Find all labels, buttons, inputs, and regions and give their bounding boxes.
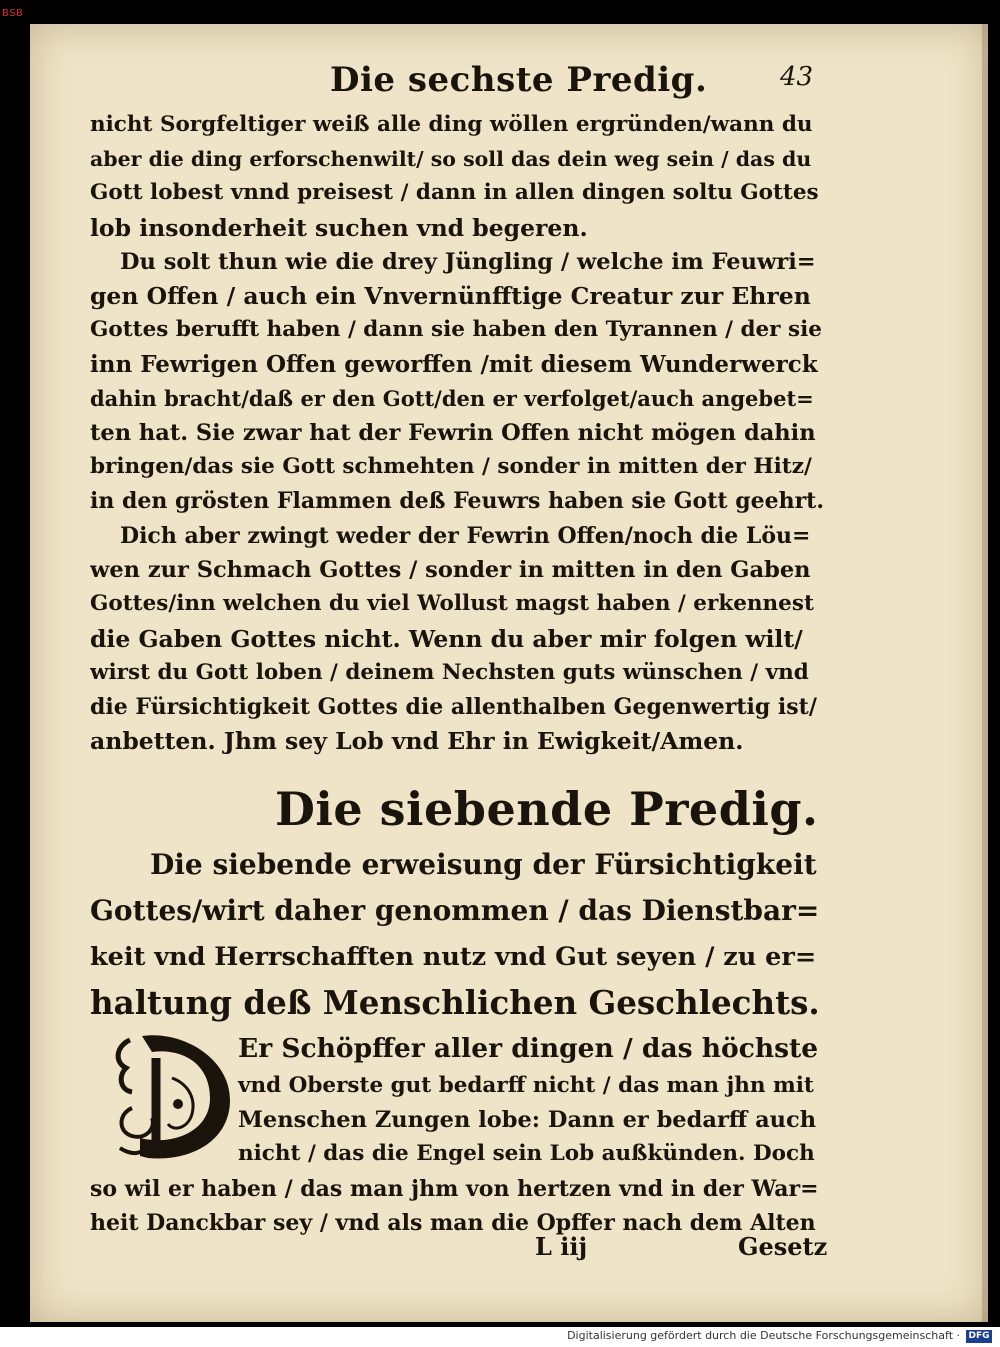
section-heading: Die siebende Predig. bbox=[275, 782, 819, 836]
text-line: gen Offen / auch ein Vnvernünfftige Creatur zur Ehren bbox=[90, 282, 811, 311]
paragraph-1 bbox=[90, 108, 824, 245]
section-summary bbox=[90, 842, 824, 1026]
library-watermark: BSB bbox=[2, 8, 24, 19]
text-line: die Gaben Gottes nicht. Wenn du aber mir folgen wilt/ bbox=[90, 624, 803, 653]
text-line: nicht Sorgfeltiger weiß alle ding wöllen ergründen/wann du bbox=[90, 112, 813, 137]
text-line: Menschen Zungen lobe: Dann er bedarff auch bbox=[238, 1107, 817, 1134]
text-line: inn Fewrigen Offen geworffen /mit diesem Wunderwerck bbox=[90, 350, 818, 378]
summary-line: keit vnd Herrschafften nutz vnd Gut seyen / zu er= bbox=[90, 942, 817, 972]
text-line: Gottes/inn welchen du viel Wollust magst haben / erkennest bbox=[90, 591, 814, 617]
text-line: ten hat. Sie zwar hat der Fewrin Offen nicht mögen dahin bbox=[90, 420, 816, 447]
text-line: Gott lobest vnnd preisest / dann in allen dingen soltu Gottes bbox=[90, 180, 819, 206]
page-number: 43 bbox=[780, 62, 814, 92]
text-line: Er Schöpffer aller dingen / das höchste bbox=[238, 1033, 819, 1064]
text-line: heit Danckbar sey / vnd als man die Opffer nach dem Alten bbox=[90, 1209, 816, 1236]
text-line: lob insonderheit suchen vnd begeren. bbox=[90, 213, 588, 242]
text-line: die Fürsichtigkeit Gottes die allenthalben Gegenwertig ist/ bbox=[90, 694, 817, 721]
book-page bbox=[30, 24, 988, 1322]
summary-line: haltung deß Menschlichen Geschlechts. bbox=[90, 983, 820, 1022]
summary-line: Gottes/wirt daher genommen / das Dienstbar= bbox=[90, 894, 820, 927]
running-head: Die sechste Predig. bbox=[330, 60, 708, 100]
text-line: Gottes berufft haben / dann sie haben den Tyrannen / der sie bbox=[90, 317, 822, 343]
paragraph-3 bbox=[90, 519, 824, 758]
paragraph-2 bbox=[90, 245, 824, 519]
sermon-body bbox=[90, 1029, 824, 1240]
text-line: wen zur Schmach Gottes / sonder in mitten in den Gaben bbox=[90, 557, 811, 584]
dfg-logo: DFG bbox=[966, 1330, 992, 1343]
footer-bar bbox=[0, 1327, 1000, 1347]
text-line: Dich aber zwingt weder der Fewrin Offen/noch die Löu= bbox=[120, 523, 811, 549]
text-line: bringen/das sie Gott schmehten / sonder in mitten der Hitz/ bbox=[90, 454, 812, 480]
catchword: Gesetz bbox=[738, 1232, 828, 1261]
text-line: aber die ding erforschenwilt/ so soll das dein weg sein / das du bbox=[90, 147, 812, 172]
text-line: in den grösten Flammen deß Feuwrs haben sie Gott geehrt. bbox=[90, 488, 824, 515]
text-line: dahin bracht/daß er den Gott/den er verfolget/auch angebet= bbox=[90, 385, 814, 411]
text-line: so wil er haben / das man jhm von hertzen vnd in der War= bbox=[90, 1175, 819, 1202]
funding-credit: Digitalisierung gefördert durch die Deutsche Forschungsgemeinschaft · bbox=[567, 1329, 960, 1342]
signature-mark: L iij bbox=[535, 1232, 588, 1261]
text-line: vnd Oberste gut bedarff nicht / das man jhn mit bbox=[238, 1073, 814, 1098]
text-line: Du solt thun wie die drey Jüngling / welche im Feuwri= bbox=[120, 249, 816, 275]
initial-letter: D bbox=[174, 1040, 183, 1051]
summary-line: Die siebende erweisung der Fürsichtigkeit bbox=[150, 848, 817, 881]
text-line: wirst du Gott loben / deinem Nechsten guts wünschen / vnd bbox=[90, 659, 809, 685]
text-line: anbetten. Jhm sey Lob vnd Ehr in Ewigkeit/Amen. bbox=[90, 727, 744, 756]
text-line: nicht / das die Engel sein Lob außkünden. Doch bbox=[238, 1141, 815, 1167]
